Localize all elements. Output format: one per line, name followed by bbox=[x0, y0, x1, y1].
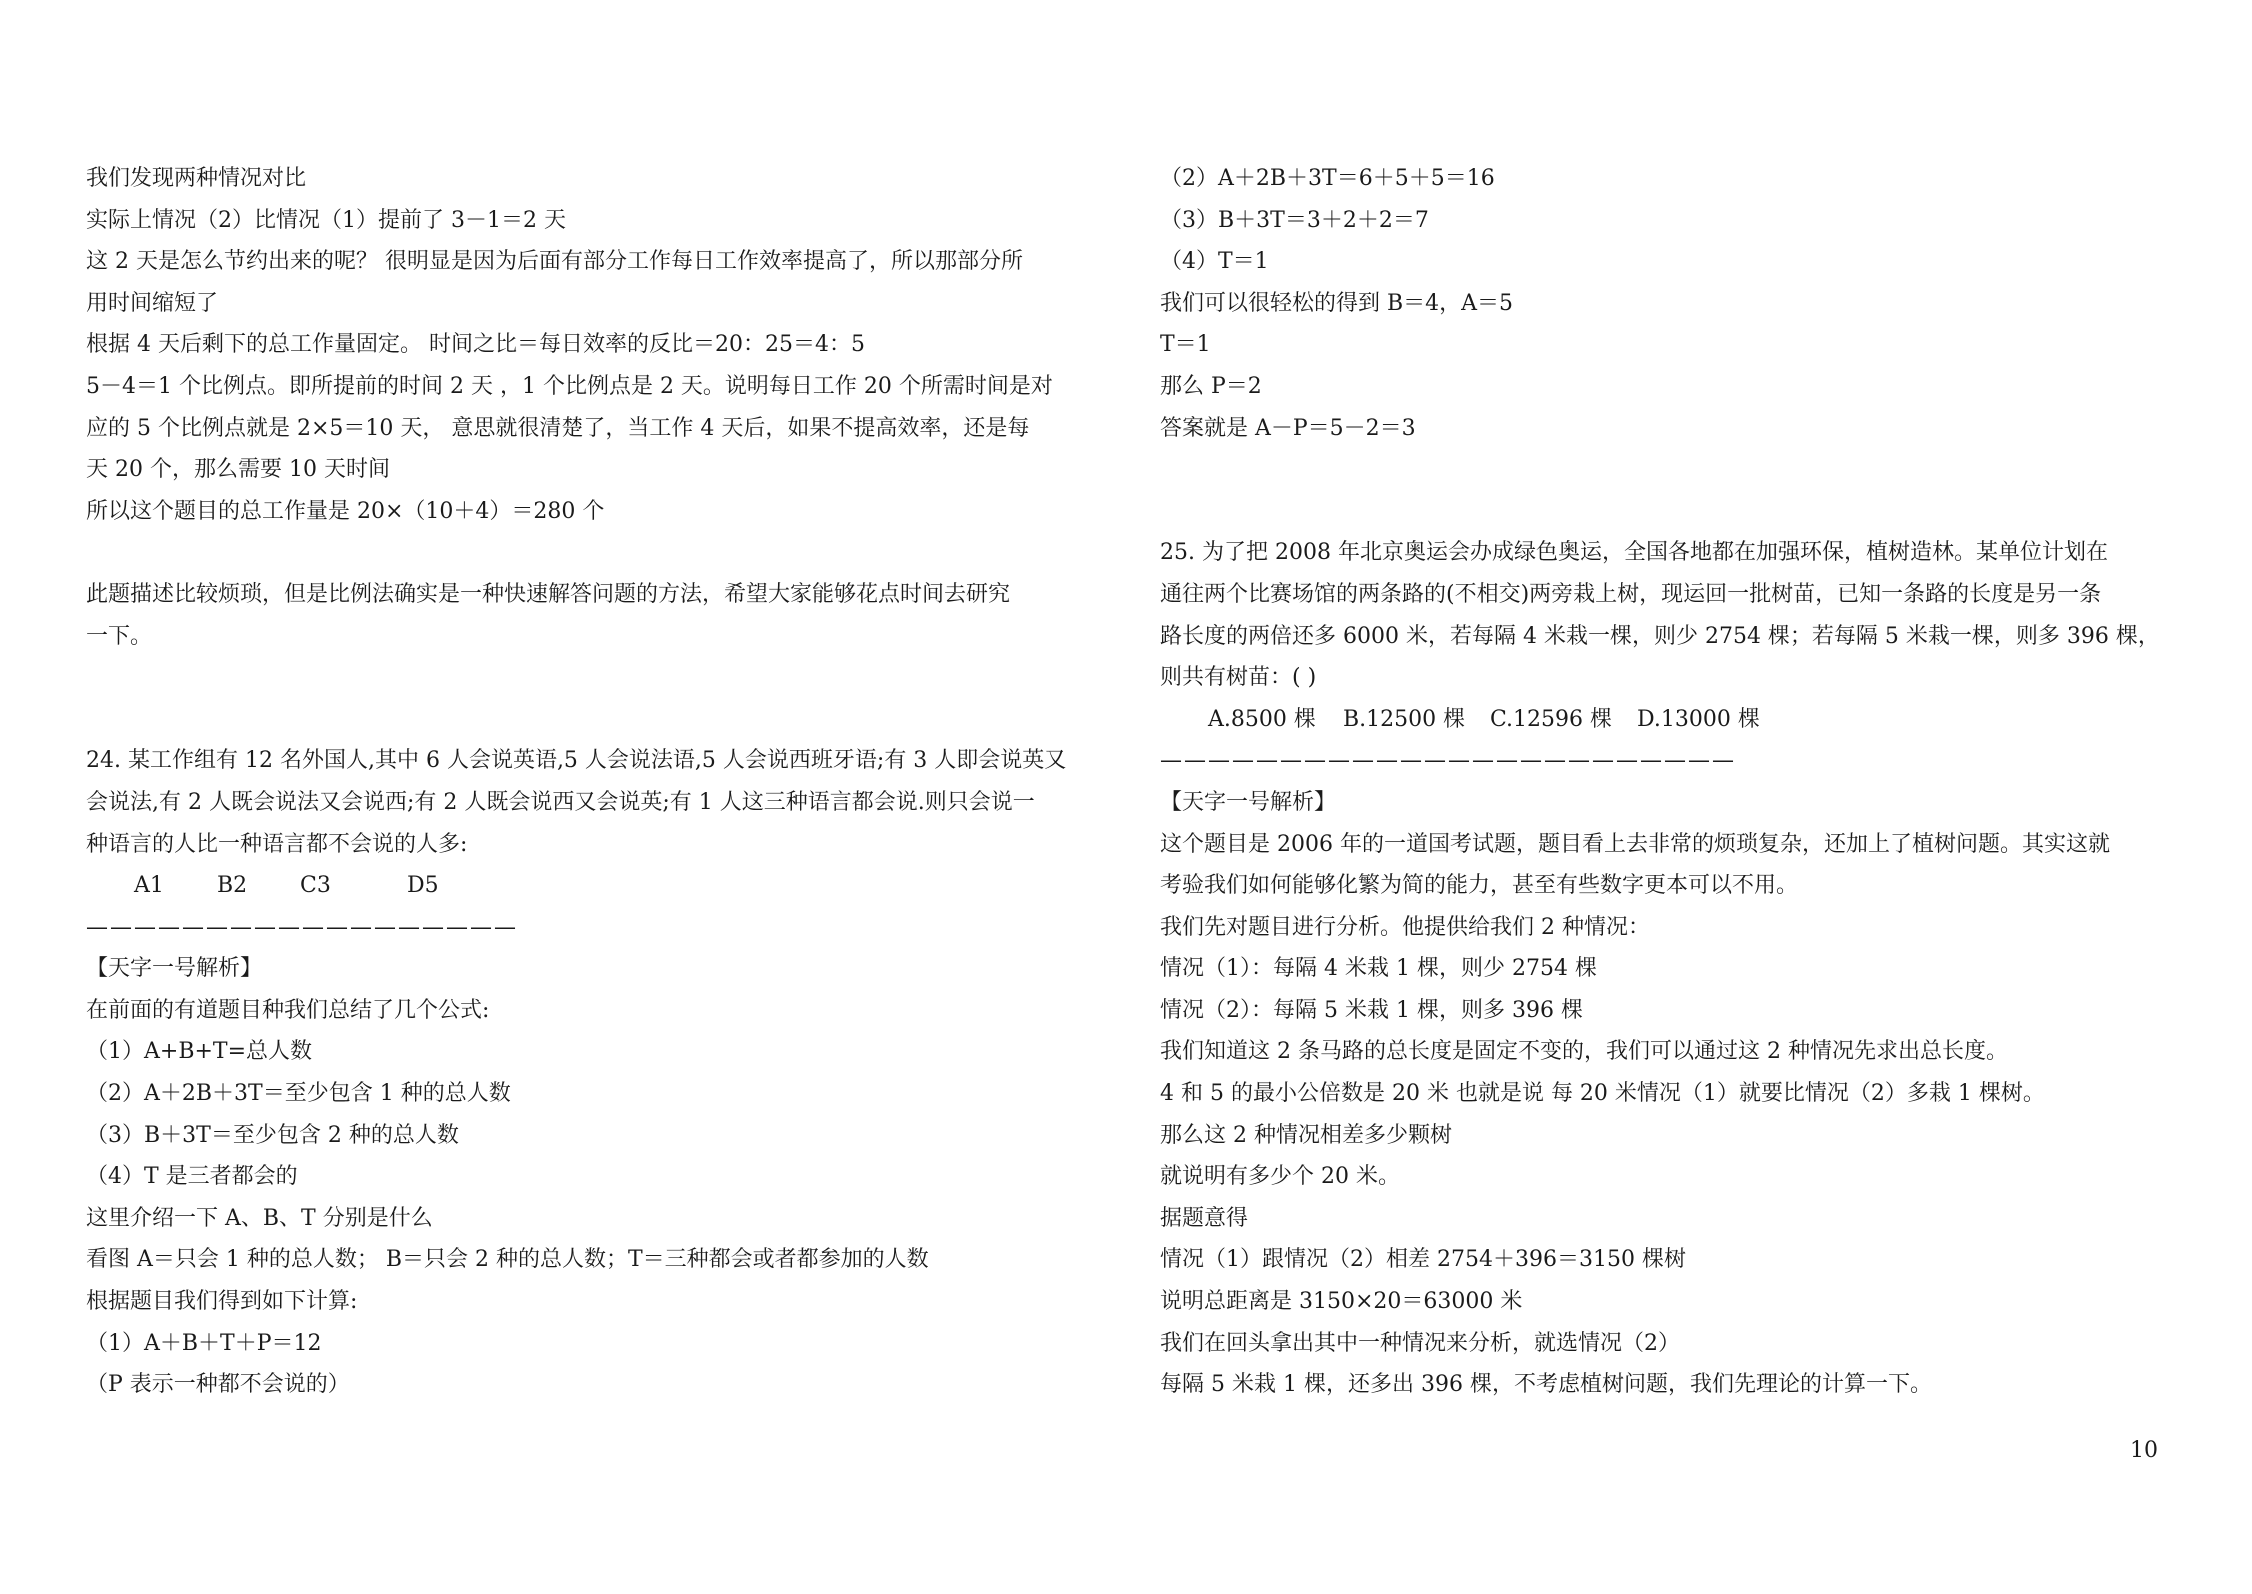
text-line: 我们可以很轻松的得到 B＝4，A＝5 bbox=[1160, 290, 1514, 316]
text-line: 说明总距离是 3150×20＝63000 米 bbox=[1160, 1289, 1523, 1315]
blank-line bbox=[86, 657, 1102, 699]
blank-line bbox=[86, 532, 1102, 574]
text-line: 根据 4 天后剩下的总工作量固定。 时间之比＝每日效率的反比＝20：25＝4：5 bbox=[86, 332, 865, 358]
left-column bbox=[86, 158, 1102, 1406]
analysis-heading: 【天字一号解析】 bbox=[1160, 789, 1337, 815]
text-line: 我们先对题目进行分析。他提供给我们 2 种情况： bbox=[1160, 914, 1650, 940]
option-b: B.12500 棵 bbox=[1343, 706, 1466, 732]
option-d: D.13000 棵 bbox=[1637, 706, 1760, 732]
blank-line bbox=[1160, 449, 2176, 491]
text-line: 此题描述比较烦琐，但是比例法确实是一种快速解答问题的方法，希望大家能够花点时间去研究 bbox=[86, 581, 1011, 607]
text-line: 用时间缩短了 bbox=[86, 290, 219, 316]
text-line: 5－4＝1 个比例点。即所提前的时间 2 天 ，1 个比例点是 2 天。说明每日工作 20 个所需时间是对 bbox=[86, 373, 1053, 399]
text-line: （P 表示一种都不会说的） bbox=[86, 1372, 350, 1398]
blank-line bbox=[1160, 491, 2176, 533]
formula-line: （3）B＋3T＝3＋2＋2＝7 bbox=[1160, 207, 1429, 233]
blank-line bbox=[86, 699, 1102, 741]
text-line: 天 20 个，那么需要 10 天时间 bbox=[86, 457, 390, 483]
formula-line: （4）T 是三者都会的 bbox=[86, 1164, 298, 1190]
formula-line: （2）A＋2B＋3T＝至少包含 1 种的总人数 bbox=[86, 1081, 511, 1107]
option-d: D5 bbox=[407, 873, 439, 899]
divider: ———————————————————————— bbox=[1160, 748, 1736, 774]
text-line: 情况（1）：每隔 4 米栽 1 棵，则少 2754 棵 bbox=[1160, 956, 1597, 982]
text-line: 情况（1）跟情况（2）相差 2754＋396＝3150 棵树 bbox=[1160, 1247, 1686, 1273]
text-line: 这里介绍一下 A、B、T 分别是什么 bbox=[86, 1205, 433, 1231]
text-line: 实际上情况（2）比情况（1）提前了 3－1＝2 天 bbox=[86, 207, 566, 233]
analysis-heading: 【天字一号解析】 bbox=[86, 956, 263, 982]
text-line: 4 和 5 的最小公倍数是 20 米 也就是说 每 20 米情况（1）就要比情况（2）多栽 1 棵树。 bbox=[1160, 1081, 2045, 1107]
text-line: 情况（2）：每隔 5 米栽 1 棵，则多 396 棵 bbox=[1160, 997, 1583, 1023]
text-line: T＝1 bbox=[1160, 332, 1211, 358]
text-line: 我们知道这 2 条马路的总长度是固定不变的，我们可以通过这 2 种情况先求出总长度。 bbox=[1160, 1039, 2008, 1065]
right-column bbox=[1160, 158, 2176, 1406]
question-25-line: 通往两个比赛场馆的两条路的(不相交)两旁栽上树，现运回一批树苗，已知一条路的长度是另一条 bbox=[1160, 581, 2102, 607]
question-24-line: 种语言的人比一种语言都不会说的人多: bbox=[86, 831, 468, 857]
text-line: 我们在回头拿出其中一种情况来分析，就选情况（2） bbox=[1160, 1330, 1680, 1356]
option-a: A.8500 棵 bbox=[1208, 706, 1316, 732]
divider: —————————————————— bbox=[86, 914, 518, 940]
text-line: 看图 A＝只会 1 种的总人数； B＝只会 2 种的总人数；T＝三种都会或者都参加的人数 bbox=[86, 1247, 929, 1273]
text-line: 我们发现两种情况对比 bbox=[86, 166, 307, 191]
text-line: 就说明有多少个 20 米。 bbox=[1160, 1164, 1400, 1190]
formula-line: （1）A+B+T=总人数 bbox=[86, 1039, 313, 1065]
option-c: C3 bbox=[300, 873, 331, 899]
question-24-line: 24. 某工作组有 12 名外国人,其中 6 人会说英语,5 人会说法语,5 人会说西班牙语;有 3 人即会说英又 bbox=[86, 748, 1067, 774]
question-24-line: 会说法,有 2 人既会说法又会说西;有 2 人既会说西又会说英;有 1 人这三种语言都会说.则只会说一 bbox=[86, 789, 1035, 815]
text-line: 每隔 5 米栽 1 棵，还多出 396 棵，不考虑植树问题，我们先理论的计算一下。 bbox=[1160, 1372, 1932, 1398]
question-25-line: 则共有树苗：( ) bbox=[1160, 665, 1317, 691]
option-b: B2 bbox=[217, 873, 248, 899]
text-line: 应的 5 个比例点就是 2×5＝10 天， 意思就很清楚了，当工作 4 天后，如果不提高效率，还是每 bbox=[86, 415, 1030, 441]
page-number: 10 bbox=[2130, 1438, 2158, 1463]
question-25-options bbox=[1160, 699, 2176, 741]
text-line: 根据题目我们得到如下计算: bbox=[86, 1289, 358, 1315]
formula-line: （2）A＋2B＋3T＝6＋5＋5＝16 bbox=[1160, 166, 1495, 191]
question-24-options bbox=[86, 865, 1102, 907]
formula-line: （1）A＋B＋T＋P＝12 bbox=[86, 1330, 322, 1356]
text-line: 这个题目是 2006 年的一道国考试题，题目看上去非常的烦琐复杂，还加上了植树问题。其实这就 bbox=[1160, 831, 2110, 857]
text-line: 这 2 天是怎么节约出来的呢？ 很明显是因为后面有部分工作每日工作效率提高了，所以那部分所 bbox=[86, 249, 1023, 275]
text-line: 那么这 2 种情况相差多少颗树 bbox=[1160, 1122, 1452, 1148]
question-25-line: 25. 为了把 2008 年北京奥运会办成绿色奥运，全国各地都在加强环保，植树造林。某单位计划在 bbox=[1160, 540, 2108, 566]
text-line: 据题意得 bbox=[1160, 1205, 1249, 1231]
text-line: 所以这个题目的总工作量是 20×（10＋4）＝280 个 bbox=[86, 498, 605, 524]
text-line: 在前面的有道题目种我们总结了几个公式: bbox=[86, 997, 490, 1023]
formula-line: （3）B＋3T＝至少包含 2 种的总人数 bbox=[86, 1122, 459, 1148]
option-c: C.12596 棵 bbox=[1490, 706, 1613, 732]
text-line: 那么 P＝2 bbox=[1160, 373, 1262, 399]
option-a: A1 bbox=[134, 873, 164, 899]
text-line: 一下。 bbox=[86, 623, 153, 649]
text-line: 考验我们如何能够化繁为简的能力，甚至有些数字更本可以不用。 bbox=[1160, 873, 1799, 899]
answer-line: 答案就是 A－P＝5－2＝3 bbox=[1160, 415, 1416, 441]
formula-line: （4）T＝1 bbox=[1160, 249, 1269, 275]
question-25-line: 路长度的两倍还多 6000 米，若每隔 4 米栽一棵，则少 2754 棵；若每隔 5 米栽一棵，则多 396 棵， bbox=[1160, 623, 2160, 649]
